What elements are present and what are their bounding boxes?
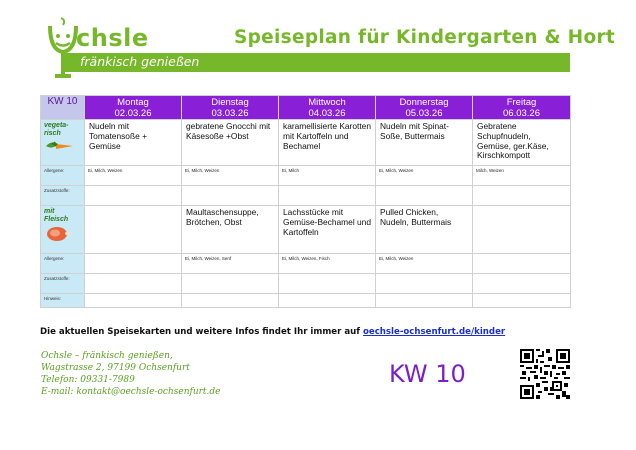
allergen-cell: Ei, Milch, Weizen [376, 166, 473, 186]
contact-line: Ochsle – fränkisch genießen, [41, 351, 173, 361]
allergen-cell: Ei, Milch, Weizen, Fisch [279, 254, 376, 274]
note-cell [85, 294, 182, 308]
category-meat [41, 206, 85, 254]
qr-code-icon[interactable] [520, 349, 570, 399]
info-line [40, 327, 505, 337]
note-cell [279, 294, 376, 308]
allergen-cell: Milch, Weizen [473, 166, 571, 186]
additive-cell [473, 186, 571, 206]
day-header-thursday [376, 96, 473, 120]
category-line: mit [44, 208, 55, 215]
day-name: Montag [117, 97, 149, 108]
dish-cell: Nudeln mit Spinat-Soße, Buttermais [376, 120, 473, 166]
dish-cell: Maultaschensuppe, Brötchen, Obst [182, 206, 279, 254]
contact-line: E-mail: kontakt@oechsle-ochsenfurt.de [41, 387, 221, 397]
row-label: Zusatzstoffe: [41, 186, 85, 206]
dish-cell [85, 206, 182, 254]
additive-cell [85, 274, 182, 294]
day-date: 04.03.26 [308, 108, 346, 119]
menu-table [40, 95, 571, 308]
allergen-cell [85, 254, 182, 274]
table-row-meat [41, 206, 571, 254]
additive-cell [182, 274, 279, 294]
day-date: 02.03.26 [114, 108, 152, 119]
allergen-cell: Ei, Milch, Weizen [182, 166, 279, 186]
category-line: risch [44, 130, 61, 137]
day-header-tuesday [182, 96, 279, 120]
day-header-friday [473, 96, 571, 120]
info-text: Die aktuellen Speisekarten und weitere Infos findet Ihr immer auf [40, 327, 363, 337]
table-row-allergens [41, 166, 571, 186]
day-name: Mittwoch [308, 97, 346, 108]
additive-cell [182, 186, 279, 206]
dish-cell: gebratene Gnocchi mit Käsesoße +Obst [182, 120, 279, 166]
dish-cell: Gebratene Schupfnudeln, Gemüse, ger.Käse, Kirschkompott [473, 120, 571, 166]
table-row-vegetarian [41, 120, 571, 166]
note-cell [376, 294, 473, 308]
table-row-additives [41, 274, 571, 294]
website-link[interactable]: oechsle-ochsenfurt.de/kinder [362, 327, 506, 337]
additive-cell [376, 274, 473, 294]
additive-cell [85, 186, 182, 206]
note-cell [182, 294, 279, 308]
row-label: Allergene: [41, 254, 85, 274]
week-number-large: KW 10 [389, 360, 466, 388]
additive-cell [376, 186, 473, 206]
dish-cell: Nudeln mit Tomatensoße + Gemüse [85, 120, 182, 166]
day-date: 03.03.26 [211, 108, 249, 119]
additive-cell [279, 274, 376, 294]
allergen-cell [473, 254, 571, 274]
page-title: Speiseplan für Kindergarten & Hort [234, 27, 616, 48]
day-date: 05.03.26 [405, 108, 443, 119]
logo-name: chsle [76, 24, 149, 52]
category-line: Fleisch [44, 216, 69, 223]
allergen-cell: Ei, Milch, Weizen [376, 254, 473, 274]
table-header-row [41, 96, 571, 120]
ham-icon [44, 224, 74, 242]
category-vegetarian [41, 120, 85, 166]
additive-cell [279, 186, 376, 206]
day-name: Dienstag [211, 97, 249, 108]
logo-tagline: fränkisch genießen [80, 54, 200, 69]
allergen-cell: Ei, Milch, Weizen [85, 166, 182, 186]
table-row-additives [41, 186, 571, 206]
dish-cell [473, 206, 571, 254]
vegetable-icon [44, 138, 74, 152]
row-label: Allergene: [41, 166, 85, 186]
contact-line: Telefon: 09331-7989 [41, 375, 135, 385]
category-line: vegeta- [44, 122, 69, 129]
day-date: 06.03.26 [503, 108, 540, 119]
dish-cell: Pulled Chicken, Nudeln, Buttermais [376, 206, 473, 254]
table-row-note [41, 294, 571, 308]
tagline-bar [64, 53, 570, 72]
row-label: Hinweis: [41, 294, 85, 308]
additive-cell [473, 274, 571, 294]
contact-line: Wagstrasse 2, 97199 Ochsenfurt [41, 363, 190, 373]
note-cell [473, 294, 571, 308]
dish-cell: Lachsstücke mit Gemüse-Bechamel und Kartoffeln [279, 206, 376, 254]
dish-cell: karamellisierte Karotten mit Kartoffeln und Bechamel [279, 120, 376, 166]
allergen-cell: Ei, Milch, Weizen, Senf [182, 254, 279, 274]
contact-block [41, 350, 221, 398]
table-row-allergens [41, 254, 571, 274]
day-header-monday [85, 96, 182, 120]
day-name: Freitag [506, 97, 537, 108]
row-label: Zusatzstoffe: [41, 274, 85, 294]
allergen-cell: Ei, Milch [279, 166, 376, 186]
week-label: KW 10 [41, 96, 85, 120]
day-name: Donnerstag [399, 97, 449, 108]
day-header-wednesday [279, 96, 376, 120]
